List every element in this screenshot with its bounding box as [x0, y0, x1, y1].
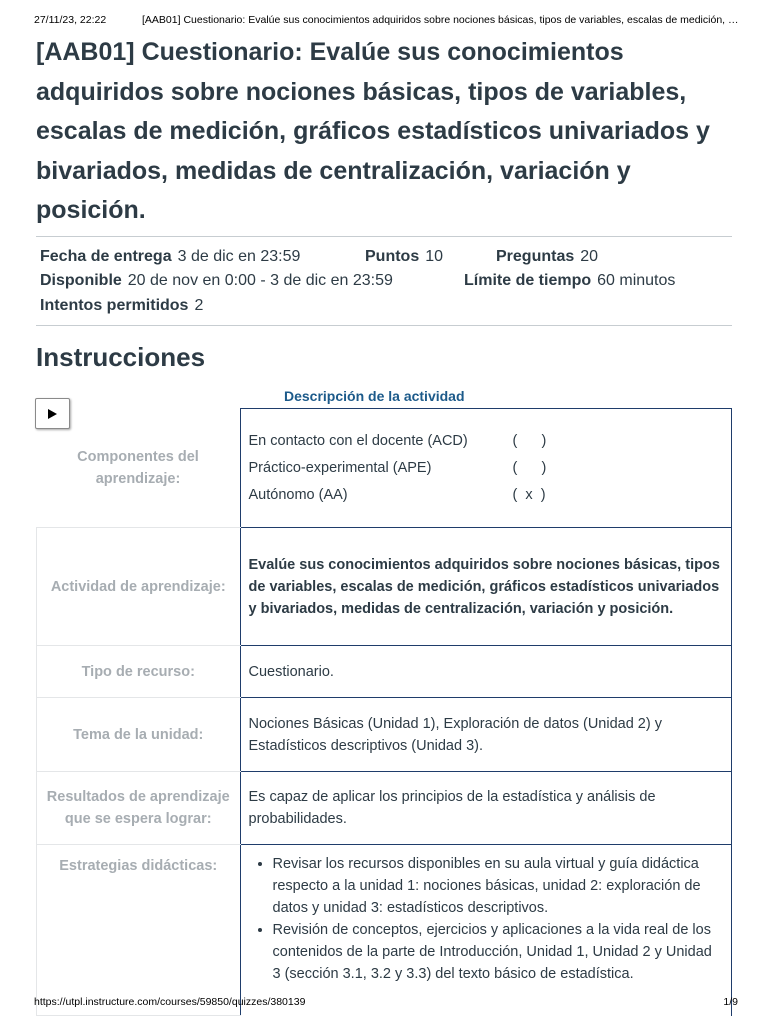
strategies-label: Estrategias didácticas:: [37, 845, 241, 1016]
list-item: [249, 430, 724, 452]
questions-value: 20: [580, 248, 599, 265]
print-datetime: 27/11/23, 22:22: [34, 14, 107, 26]
instructions-heading: Instrucciones: [36, 342, 206, 372]
activity-label: Actividad de aprendizaje:: [37, 528, 241, 646]
play-icon: [48, 409, 57, 419]
questions-label: Preguntas: [496, 248, 575, 265]
print-header: [34, 14, 738, 26]
available-value: 20 de nov en 0:00 - 3 de dic en 23:59: [127, 272, 393, 289]
play-button[interactable]: [35, 398, 70, 429]
components-value: [240, 409, 732, 528]
points-label: Puntos: [365, 248, 420, 265]
table-row: [37, 409, 732, 528]
time-limit-value: 60 minutos: [597, 272, 676, 289]
component-name: Práctico-experimental (APE): [248, 460, 432, 476]
component-name: En contacto con el docente (ACD): [248, 433, 468, 449]
description-caption: Descripción de la actividad: [284, 388, 465, 404]
page-number: 1/9: [723, 996, 738, 1008]
time-limit: [464, 268, 675, 293]
activity-value: [240, 528, 732, 646]
quiz-title: [AAB01] Cuestionario: Evalúe sus conocimientos adquiridos sobre nociones básicas, tipos de variables, escalas de medición, gráficos estadísticos univariados y bivariados, medidas de centralización, variación y posición.: [36, 38, 710, 224]
due-date: [40, 248, 300, 265]
list-item: • Revisión de conceptos, ejercicios y aplicaciones a la vida real de los contenidos de la parte de Introducción, Unidad 1, Unidad 2 y Unidad 3 (sección 3.1, 3.2 y 3.3) del texto básico de estadística.: [273, 919, 724, 985]
resource-label: Tipo de recurso:: [37, 646, 241, 698]
list-item: [249, 484, 724, 506]
component-mark: ( ): [512, 460, 547, 476]
list-item: • Revisar los recursos disponibles en su aula virtual y guía didáctica respecto a la unidad 1: nociones básicas, unidad 2: exploración de datos y unidad 3: estadísticos descriptivos.: [273, 853, 724, 919]
due-label: Fecha de entrega: [40, 248, 172, 265]
print-page-title: [AAB01] Cuestionario: Evalúe sus conocimientos adquiridos sobre nociones básicas, tipos de variables, escalas de medición, …: [142, 14, 738, 26]
outcomes-value: Es capaz de aplicar los principios de la estadística y análisis de probabilidades.: [240, 772, 732, 845]
strategies-list: [249, 853, 724, 985]
table-row: [37, 528, 732, 646]
attempts-label: Intentos permitidos: [40, 297, 189, 314]
print-footer: [34, 996, 738, 1008]
resource-value: Cuestionario.: [240, 646, 732, 698]
table-row: [37, 698, 732, 772]
questions: [496, 244, 598, 269]
table-row: [37, 772, 732, 845]
strategies-value: [240, 845, 732, 1016]
topic-value: Nociones Básicas (Unidad 1), Exploración de datos (Unidad 2) y Estadísticos descriptivos (Unidad 3).: [240, 698, 732, 772]
availability: [40, 268, 393, 293]
page-url[interactable]: https://utpl.instructure.com/courses/59850/quizzes/380139: [34, 996, 306, 1008]
time-limit-label: Límite de tiempo: [464, 272, 592, 289]
topic-label: Tema de la unidad:: [37, 698, 241, 772]
due-value: 3 de dic en 23:59: [177, 248, 301, 265]
quiz-meta-row-1: [40, 244, 300, 269]
divider-bottom: [36, 325, 732, 326]
table-row: [37, 845, 732, 1016]
activity-description-table: [36, 408, 732, 1016]
table-row: [37, 646, 732, 698]
points: [365, 244, 443, 269]
components-label: Componentes del aprendizaje:: [37, 409, 241, 528]
available-label: Disponible: [40, 272, 122, 289]
component-mark: ( ): [512, 433, 547, 449]
attempts-value: 2: [194, 297, 204, 314]
activity-text: Evalúe sus conocimientos adquiridos sobre nociones básicas, tipos de variables, escalas de medición, gráficos estadísticos univariados y bivariados, medidas de centralización, variación y posición.: [248, 556, 720, 617]
attempts: [40, 293, 203, 318]
divider-top: [36, 236, 732, 237]
component-name: Autónomo (AA): [248, 487, 348, 503]
points-value: 10: [425, 248, 444, 265]
outcomes-label: Resultados de aprendizaje que se espera lograr:: [37, 772, 241, 845]
list-item: [249, 457, 724, 479]
component-mark: ( x ): [512, 487, 546, 503]
